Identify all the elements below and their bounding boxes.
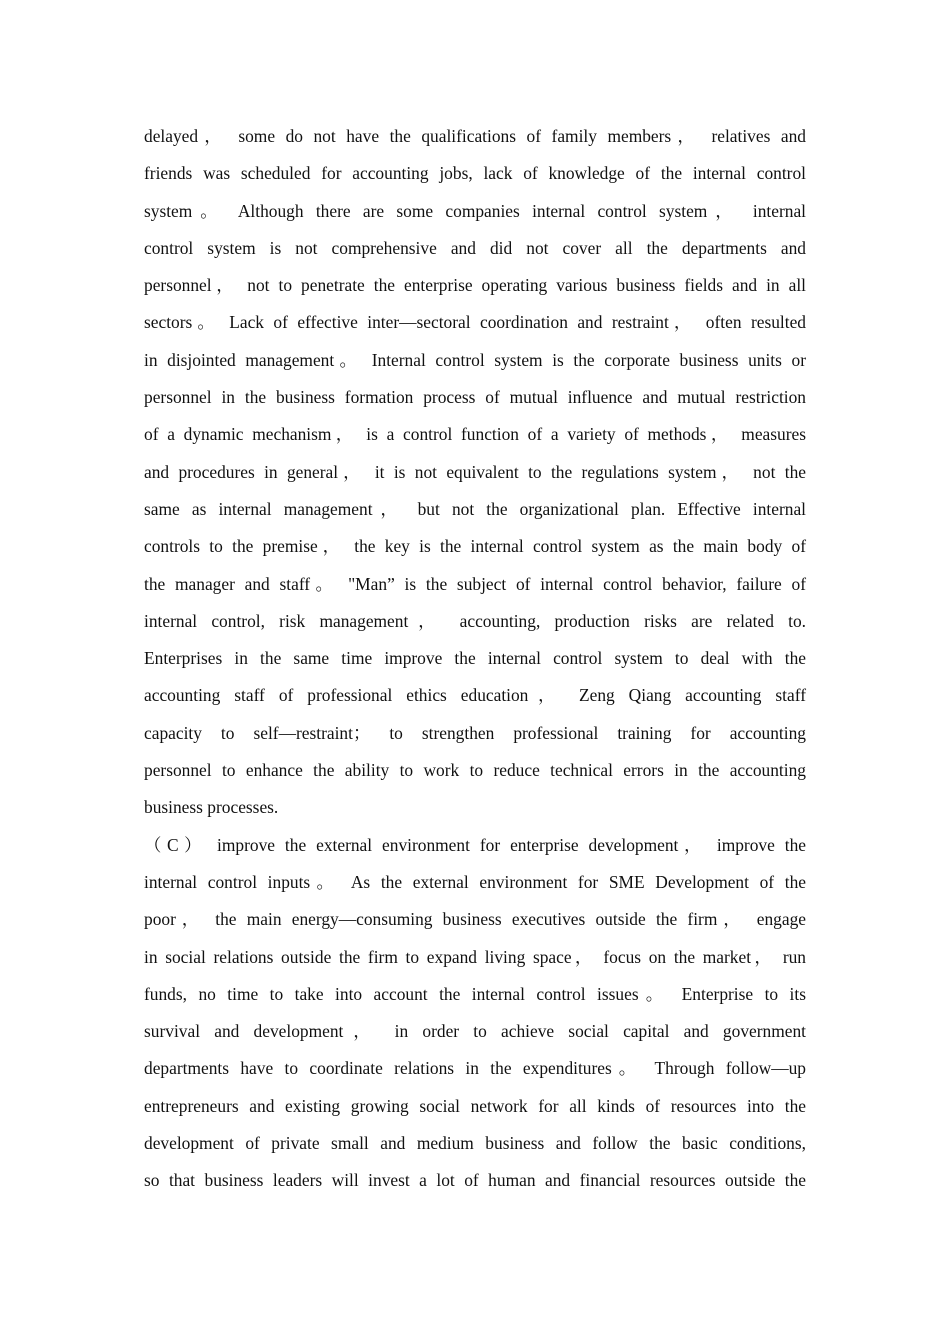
paragraph-heading-line: （C） improve the external environment for enterprise development， improve the bbox=[144, 834, 806, 855]
text-line: controls to the premise， the key is the internal control system as the main body of bbox=[144, 536, 806, 557]
text-line: Enterprises in the same time improve the internal control system to deal with the bbox=[144, 648, 806, 669]
text-line: same as internal management， but not the organizational plan. Effective internal bbox=[144, 498, 806, 519]
text-line: the manager and staff。 "Man” is the subject of internal control behavior, failure of bbox=[144, 573, 806, 594]
text-line: personnel in the business formation process of mutual influence and mutual restriction bbox=[144, 387, 806, 408]
text-line: in disjointed management。 Internal control system is the corporate business units or bbox=[144, 349, 806, 370]
text-line: system。 Although there are some companies internal control system， internal bbox=[144, 200, 806, 221]
text-line: survival and development， in order to achieve social capital and government bbox=[144, 1021, 806, 1042]
text-line: entrepreneurs and existing growing social network for all kinds of resources into the bbox=[144, 1095, 806, 1116]
text-line: of a dynamic mechanism， is a control function of a variety of methods， measures bbox=[144, 424, 806, 445]
text-line: poor， the main energy—consuming business executives outside the firm， engage bbox=[144, 909, 806, 930]
text-line: development of private small and medium business and follow the basic conditions, bbox=[144, 1133, 806, 1154]
text-line: and procedures in general， it is not equivalent to the regulations system， not the bbox=[144, 461, 806, 482]
text-line: control system is not comprehensive and did not cover all the departments and bbox=[144, 237, 806, 258]
text-line: in social relations outside the firm to expand living space， focus on the market， run bbox=[144, 946, 806, 967]
body-text bbox=[144, 118, 806, 1200]
text-line: business processes. bbox=[144, 797, 279, 818]
text-line: internal control, risk management， accounting, production risks are related to. bbox=[144, 610, 806, 631]
text-line: internal control inputs。 As the external environment for SME Development of the bbox=[144, 871, 806, 892]
text-line: delayed， some do not have the qualifications of family members， relatives and bbox=[144, 126, 806, 146]
text-line: personnel， not to penetrate the enterprise operating various business fields and in all bbox=[144, 275, 806, 296]
text-line: funds, no time to take into account the internal control issues。 Enterprise to its bbox=[144, 983, 806, 1004]
text-line: sectors。 Lack of effective inter—sectoral coordination and restraint， often resulted bbox=[144, 312, 806, 333]
text-line: so that business leaders will invest a lot of human and financial resources outside the bbox=[144, 1170, 806, 1191]
text-line: capacity to self—restraint； to strengthen professional training for accounting bbox=[144, 722, 806, 743]
text-line: friends was scheduled for accounting jobs, lack of knowledge of the internal control bbox=[144, 163, 806, 184]
text-line: accounting staff of professional ethics education， Zeng Qiang accounting staff bbox=[144, 685, 806, 706]
text-line: departments have to coordinate relations in the expenditures。 Through follow—up bbox=[144, 1058, 806, 1079]
text-line: personnel to enhance the ability to work to reduce technical errors in the accounting bbox=[144, 760, 806, 781]
